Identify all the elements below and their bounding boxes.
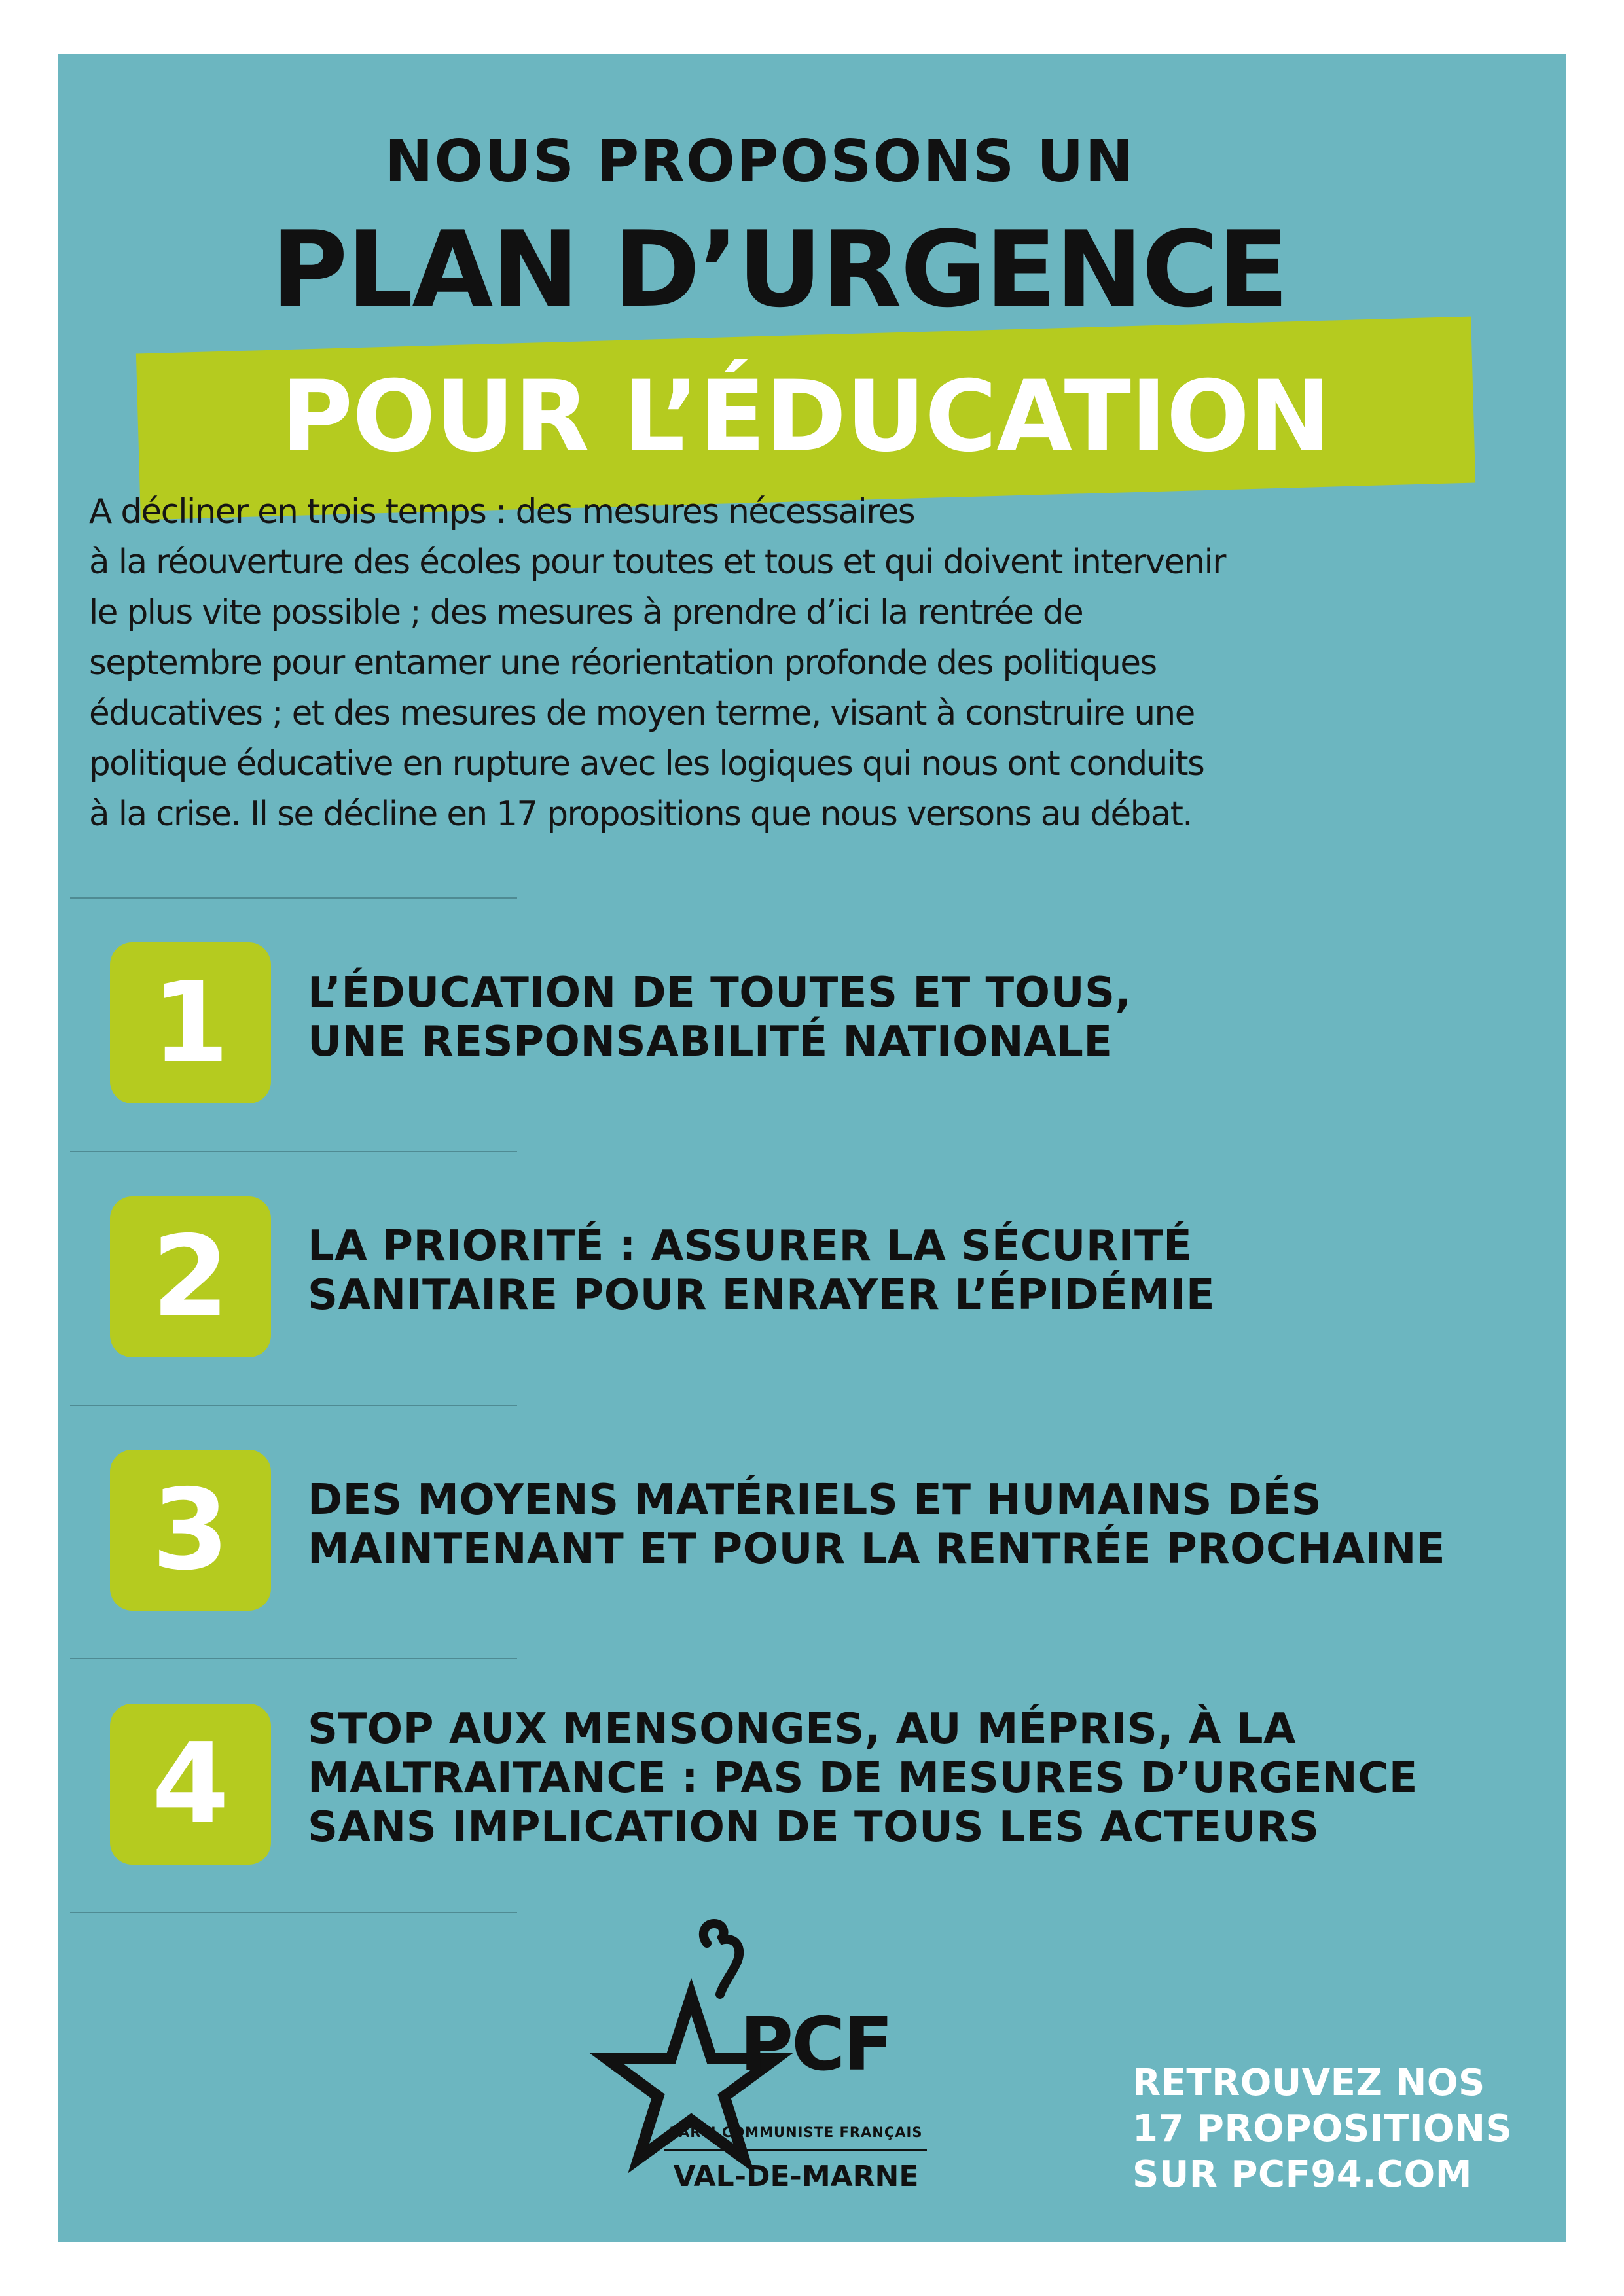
footer-line: SUR PCF94.COM: [1132, 2153, 1472, 2196]
intro-line: le plus vite possible ; des mesures à prendre d’ici la rentrée de: [89, 593, 1083, 632]
item-title-line: LA PRIORITÉ : ASSURER LA SÉCURITÉ: [308, 1222, 1193, 1270]
logo-divider: [664, 2149, 927, 2151]
item-title-line: MALTRAITANCE : PAS DE MESURES D’URGENCE: [308, 1754, 1418, 1803]
item-number-badge: 3: [110, 1450, 271, 1611]
intro-line: politique éducative en rupture avec les logiques qui nous ont conduits: [89, 744, 1204, 783]
item-number-badge: 1: [110, 942, 271, 1103]
item-title-line: L’ÉDUCATION DE TOUTES ET TOUS,: [308, 969, 1132, 1017]
item-title-line: STOP AUX MENSONGES, AU MÉPRIS, À LA: [308, 1705, 1296, 1753]
item-title: [308, 1705, 1486, 1852]
intro-line: septembre pour entamer une réorientation profonde des politiques: [89, 643, 1157, 683]
logo-region: VAL-DE-MARNE: [673, 2160, 919, 2193]
item-title-line: SANITAIRE POUR ENRAYER L’ÉPIDÉMIE: [308, 1271, 1216, 1319]
intro-line: éducatives ; et des mesures de moyen terme, visant à construire une: [89, 694, 1195, 733]
logo-name: PCF: [740, 2002, 892, 2087]
footer-call-to-action: [1132, 2060, 1525, 2198]
item-title-line: UNE RESPONSABILITÉ NATIONALE: [308, 1018, 1113, 1066]
item-title-line: MAINTENANT ET POUR LA RENTRÉE PROCHAINE: [308, 1525, 1446, 1573]
separator-line: [70, 1912, 517, 1913]
separator-line: [70, 1151, 517, 1152]
separator-line: [70, 1405, 517, 1406]
item-title-line: SANS IMPLICATION DE TOUS LES ACTEURS: [308, 1803, 1320, 1852]
intro-line: à la crise. Il se décline en 17 propositions que nous versons au débat.: [89, 795, 1193, 834]
separator-line: [70, 1658, 517, 1659]
logo-party-name: PARTI COMMUNISTE FRANÇAIS: [669, 2125, 923, 2140]
item-title-line: DES MOYENS MATÉRIELS ET HUMAINS DÉS: [308, 1476, 1322, 1524]
item-number-badge: 2: [110, 1196, 271, 1357]
footer-line: 17 PROPOSITIONS: [1132, 2108, 1513, 2150]
intro-line: à la réouverture des écoles pour toutes et tous et qui doivent intervenir: [89, 543, 1225, 582]
footer-line: RETROUVEZ NOS: [1132, 2062, 1485, 2104]
item-title: [308, 969, 1486, 1067]
intro-paragraph: [89, 487, 1503, 840]
header-line-2: PLAN D’URGENCE: [271, 208, 1288, 331]
header-line-3: POUR L’ÉDUCATION: [281, 360, 1331, 474]
item-title: [308, 1476, 1486, 1574]
intro-line: A décliner en trois temps : des mesures nécessaires: [89, 492, 915, 531]
item-number-badge: 4: [110, 1704, 271, 1865]
item-title: [308, 1222, 1486, 1320]
separator-line: [70, 897, 517, 899]
header-line-1: NOUS PROPOSONS UN: [384, 128, 1135, 195]
